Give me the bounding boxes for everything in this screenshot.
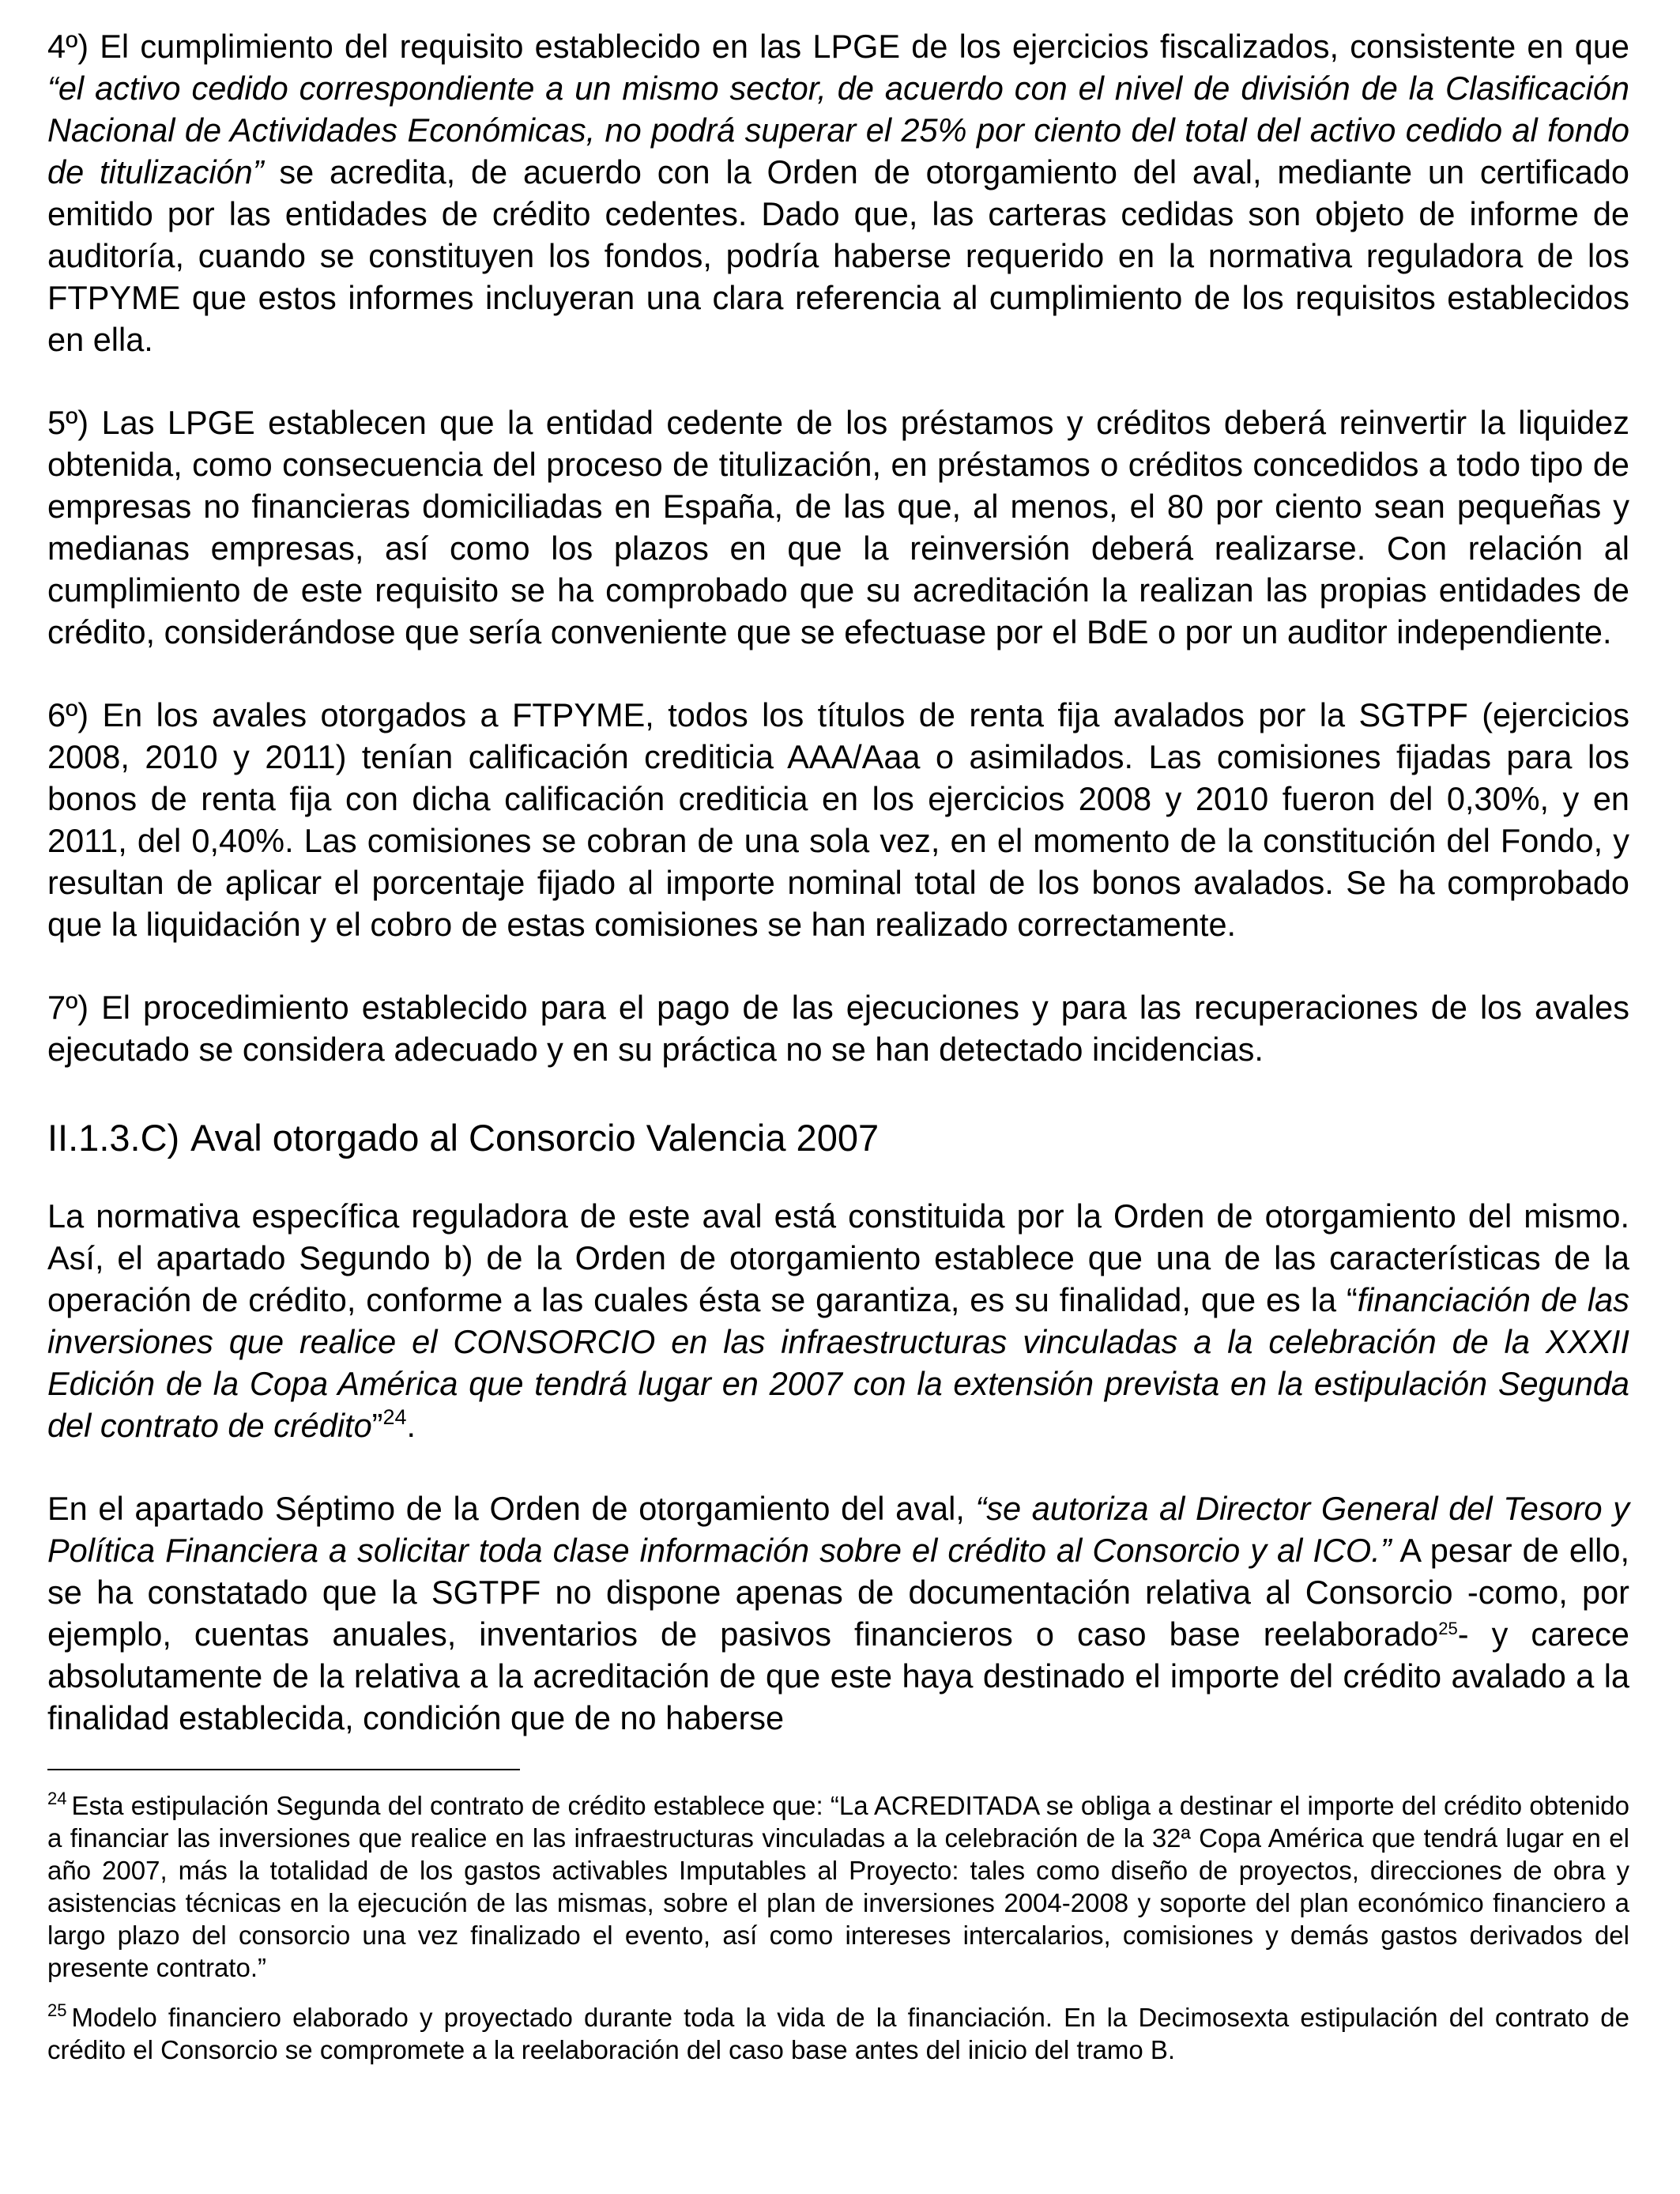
footnote-ref-25[interactable]: 25 [1438, 1619, 1458, 1638]
footnote-25-text: Modelo financiero elaborado y proyectado durante toda la vida de la financiación. En la Decimosexta estipulación del contrato de crédito el Consorcio se compromete a la reelaboración del caso base antes del inicio del tramo B. [47, 2003, 1629, 2064]
paragraph-7: 7º) El procedimiento establecido para el pago de las ejecuciones y para las recuperaciones de los avales ejecutado se considera adecuado y en su práctica no se han detectado incidencias. [47, 989, 1629, 1068]
paragraph-5: 5º) Las LPGE establecen que la entidad cedente de los préstamos y créditos deberá reinvertir la liquidez obtenida, como consecuencia del proceso de titulización, en préstamos o créditos concedidos a todo tipo de empresas no financieras domiciliadas en España, de las que, al menos, el 80 por ciento sean pequeñas y medianas empresas, así como los plazos en que la reinversión deberá realizarse. Con relación al cumplimiento de este requisito se ha comprobado que su acreditación la realizan las propias entidades de crédito, considerándose que sería conveniente que se efectuase por el BdE o por un auditor independiente. [47, 404, 1629, 650]
paragraph-4-quote: “el activo cedido correspondiente a un mismo sector, de acuerdo con el nivel de división de la Clasificación Nacional de Actividades Económicas, no podrá superar el 25% por ciento del total del activo cedido al fondo de titulización” [47, 70, 1629, 190]
footnote-24-mark: 24 [47, 1789, 67, 1808]
document-page [47, 25, 1629, 2083]
paragraph-4-text-a: 4º) El cumplimiento del requisito establecido en las LPGE de los ejercicios fiscalizados, consistente en que [47, 28, 1629, 65]
section-paragraph-2 [47, 1487, 1629, 1739]
section-paragraph-2-quote: “se autoriza al Director General del Tesoro y Política Financiera a solicitar toda clase información sobre el crédito al Consorcio y al ICO.” [47, 1490, 1629, 1569]
footnote-24-text: Esta estipulación Segunda del contrato de crédito establece que: “La ACREDITADA se obliga a destinar el importe del crédito obtenido a financiar las inversiones que realice en las infraestructuras vinculadas a la celebración de la 32ª Copa América que tendrá lugar en el año 2007, más la totalidad de los gastos activables Imputables al Proyecto: tales como diseño de proyectos, direcciones de obra y asistencias técnicas en la ejecución de las mismas, sobre el plan de inversiones 2004-2008 y soporte del plan económico financiero a largo plazo del consorcio una vez finalizado el evento, así como intereses intercalarios, comisiones y demás gastos derivados del presente contrato.” [47, 1791, 1629, 1982]
section-paragraph-1-text-c: . [406, 1407, 416, 1444]
section-paragraph-1-text-b: ” [371, 1407, 383, 1444]
section-heading [47, 1114, 1629, 1162]
section-paragraph-1-text-a: La normativa específica reguladora de este aval está constituida por la Orden de otorgamiento del mismo. Así, el apartado Segundo b) de la Orden de otorgamiento establece que una de las características de la operación de crédito, conforme a las cuales ésta se garantiza, es su finalidad, que es la “ [47, 1197, 1629, 1318]
paragraph-6: 6º) En los avales otorgados a FTPYME, todos los títulos de renta fija avalados por la SGTPF (ejercicios 2008, 2010 y 2011) tenían calificación crediticia AAA/Aaa o asimilados. Las comisiones fijadas para los bonos de renta fija con dicha calificación crediticia en los ejercicios 2008 y 2010 fueron del 0,30%, y en 2011, del 0,40%. Las comisiones se cobran de una sola vez, en el momento de la constitución del Fondo, y resultan de aplicar el porcentaje fijado al importe nominal total de los bonos avalados. Se ha comprobado que la liquidación y el cobro de estas comisiones se han realizado correctamente. [47, 696, 1629, 943]
section-title: Aval otorgado al Consorcio Valencia 2007 [190, 1117, 880, 1159]
section-paragraph-2-text-c: - y carece absolutamente de la relativa a la acreditación de que este haya destinado el importe del crédito avalado a la finalidad establecida, condición que de no haberse [47, 1615, 1629, 1736]
footnote-separator [47, 1769, 520, 1770]
paragraph-4-text-b: se acredita, de acuerdo con la Orden de otorgamiento del aval, mediante un certificado emitido por las entidades de crédito cedentes. Dado que, las carteras cedidas son objeto de informe de auditoría, cuando se constituyen los fondos, podría haberse requerido en la normativa reguladora de los FTPYME que estos informes incluyeran una clara referencia al cumplimiento de los requisitos establecidos en ella. [47, 153, 1629, 358]
footnote-ref-24[interactable]: 24 [382, 1405, 407, 1429]
footnote-25 [47, 2001, 1629, 2066]
section-paragraph-1 [47, 1195, 1629, 1446]
section-number: II.1.3.C) [47, 1117, 180, 1159]
footnote-25-mark: 25 [47, 2000, 67, 2020]
paragraph-4 [47, 25, 1629, 360]
section-paragraph-2-text-a: En el apartado Séptimo de la Orden de otorgamiento del aval, [47, 1490, 976, 1527]
footnote-24 [47, 1789, 1629, 1984]
section-paragraph-1-quote: financiación de las inversiones que realice el CONSORCIO en las infraestructuras vinculadas a la celebración de la XXXII Edición de la Copa América que tendrá lugar en 2007 con la extensión prevista en la estipulación Segunda del contrato de crédito [47, 1281, 1629, 1444]
section-paragraph-2-text-b: A pesar de ello, se ha constatado que la SGTPF no dispone apenas de documentación relativa al Consorcio -como, por ejemplo, cuentas anuales, inventarios de pasivos financieros o caso base reelaborado [47, 1532, 1629, 1653]
